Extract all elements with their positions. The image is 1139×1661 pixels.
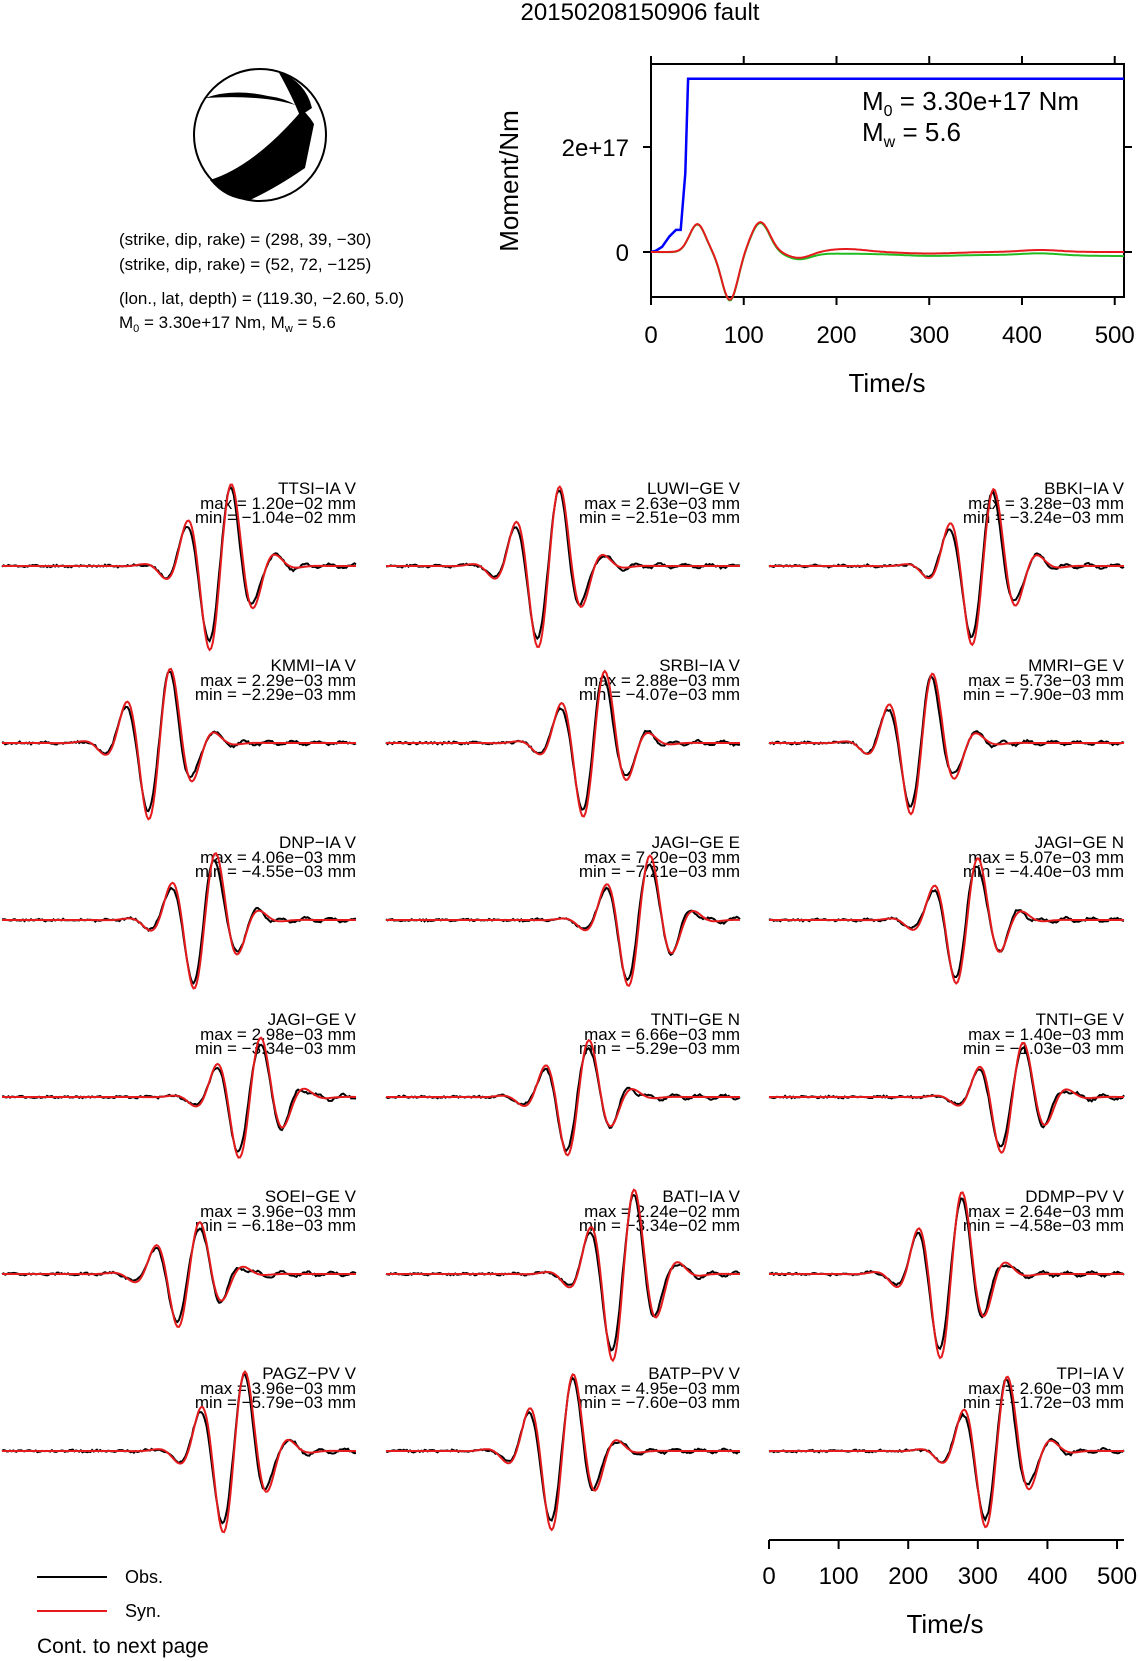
waveform-panel [769,1364,1125,1527]
station-min: min = −4.55e−03 mm [194,862,356,881]
waveform-xtick-label: 0 [762,1563,776,1590]
station-max: max = 1.20e−02 mm [200,494,356,513]
focal-line-4: $M_0 = 3.30e+17$ Nm, $M_w = 5.6$ [119,313,336,335]
station-name: PAGZ−PV V [262,1364,356,1383]
waveform-panel [2,833,357,988]
synthetic-trace [769,1043,1124,1153]
waveform-panel [2,1364,357,1532]
station-name: JAGI−GE V [267,1010,356,1029]
station-max: max = 2.98e−03 mm [200,1025,356,1044]
waveform-panel [2,479,357,650]
station-name: MMRI−GE V [1028,656,1124,675]
station-max: max = 3.96e−03 mm [200,1379,356,1398]
moment-xlabel: Time/s [848,368,926,398]
station-max: max = 2.29e−03 mm [200,671,356,690]
station-max: max = 1.40e−03 mm [968,1025,1124,1044]
station-min: min = −3.34e−03 mm [194,1039,356,1058]
legend [37,1567,163,1621]
waveform-panel [769,1010,1125,1153]
waveform-panel [769,1187,1125,1358]
station-max: max = 7.20e−03 mm [584,848,740,867]
waveform-panel [2,1010,357,1158]
waveform-xtick-label: 100 [818,1563,859,1590]
waveform-panel [386,833,740,986]
observed-trace [769,867,1124,977]
station-max: max = 5.07e−03 mm [968,848,1124,867]
waveform-panel [386,656,741,816]
station-name: DNP−IA V [278,833,356,852]
waveform-panel [2,656,357,819]
station-min: min = −6.18e−03 mm [194,1216,356,1235]
station-min: min = −7.60e−03 mm [578,1393,740,1412]
waveform-panel [386,1364,741,1530]
observed-trace [2,1045,356,1152]
moment-stf-trace [651,222,1124,300]
station-name: BBKI−IA V [1044,479,1124,498]
waveform-xtick-label: 400 [1027,1563,1068,1590]
station-max: max = 2.60e−03 mm [968,1379,1124,1398]
focal-mechanism-beachball [194,69,326,201]
moment-rate-chart [494,56,1135,398]
station-max: max = 3.96e−03 mm [200,1202,356,1221]
waveform-panel [769,833,1124,983]
station-min: min = −2.51e−03 mm [578,508,740,527]
moment-mw-annotation: $M_w = 5.6$ [862,117,962,151]
waveform-panels [2,479,1125,1532]
waveform-panel [769,656,1125,814]
station-name: TNTI−GE V [1035,1010,1124,1029]
station-min: min = −5.29e−03 mm [578,1039,740,1058]
focal-parameters [119,230,404,335]
station-min: min = −7.21e−03 mm [578,862,740,881]
observed-trace [386,864,740,979]
moment-xtick-label: 300 [909,322,950,349]
station-min: min = −3.24e−03 mm [962,508,1124,527]
moment-xtick-label: 200 [816,322,857,349]
moment-y-ticks [562,135,1132,267]
waveform-time-axis [762,1540,1137,1639]
station-min: min = −1.03e−03 mm [962,1039,1124,1058]
station-max: max = 2.63e−03 mm [584,494,740,513]
moment-m0-annotation: $M_0 = 3.30e+17$ Nm [862,86,1080,120]
station-name: TTSI−IA V [278,479,356,498]
footer-note: Cont. to next page [37,1635,209,1658]
station-name: JAGI−GE N [1034,833,1124,852]
station-max: max = 2.64e−03 mm [968,1202,1124,1221]
moment-ytick-label: 0 [615,240,629,267]
station-min: min = −4.58e−03 mm [962,1216,1124,1235]
synthetic-trace [2,1222,356,1327]
station-min: min = −2.29e−03 mm [194,685,356,704]
station-min: min = −1.04e−02 mm [194,508,356,527]
observed-trace [386,1048,740,1151]
moment-xtick-label: 400 [1001,322,1043,349]
station-min: min = −4.40e−03 mm [962,862,1124,881]
moment-xtick-label: 0 [644,322,658,349]
station-name: KMMI−IA V [270,656,356,675]
legend-obs-label: Obs. [125,1567,164,1587]
moment-xtick-label: 500 [1094,322,1135,349]
station-name: TNTI−GE N [650,1010,740,1029]
focal-line-1: (strike, dip, rake) = (298, 39, −30) [119,230,372,249]
waveform-panel [769,479,1125,645]
station-max: max = 3.28e−03 mm [968,494,1124,513]
observed-trace [2,1229,356,1322]
station-min: min = −5.79e−03 mm [194,1393,356,1412]
waveform-panel [386,1010,740,1155]
waveform-xtick-label: 300 [957,1563,998,1590]
station-min: min = −4.07e−03 mm [578,685,740,704]
station-max: max = 2.88e−03 mm [584,671,740,690]
waveform-panel [2,1187,357,1327]
waveform-panel [386,479,741,647]
waveform-xtick-label: 200 [888,1563,929,1590]
station-name: BATP−PV V [648,1364,740,1383]
station-min: min = −3.34e−02 mm [578,1216,740,1235]
legend-syn-label: Syn. [125,1601,162,1621]
station-max: max = 2.24e−02 mm [584,1202,740,1221]
moment-stf-trace [651,223,1124,300]
moment-ylabel: Moment/Nm [494,110,524,252]
station-max: max = 4.06e−03 mm [200,848,356,867]
moment-ytick-label: 2e+17 [561,135,629,162]
station-name: DDMP−PV V [1025,1187,1124,1206]
station-min: min = −1.72e−03 mm [962,1393,1124,1412]
waveform-panel [386,1187,741,1361]
station-max: max = 5.73e−03 mm [968,671,1124,690]
station-max: max = 4.95e−03 mm [584,1379,740,1398]
focal-line-3: (lon., lat, depth) = (119.30, −2.60, 5.0) [119,289,405,308]
station-min: min = −7.90e−03 mm [962,685,1124,704]
station-name: SRBI−IA V [659,656,740,675]
station-name: SOEI−GE V [264,1187,356,1206]
figure-title: 20150208150906 fault [520,0,760,26]
station-name: BATI−IA V [662,1187,740,1206]
station-name: JAGI−GE E [651,833,740,852]
moment-xtick-label: 100 [723,322,764,349]
station-max: max = 6.66e−03 mm [584,1025,740,1044]
waveform-xlabel: Time/s [906,1609,984,1639]
focal-line-2: (strike, dip, rake) = (52, 72, −125) [119,255,372,274]
station-name: TPI−IA V [1056,1364,1124,1383]
waveform-xtick-label: 500 [1097,1563,1138,1590]
station-name: LUWI−GE V [646,479,740,498]
